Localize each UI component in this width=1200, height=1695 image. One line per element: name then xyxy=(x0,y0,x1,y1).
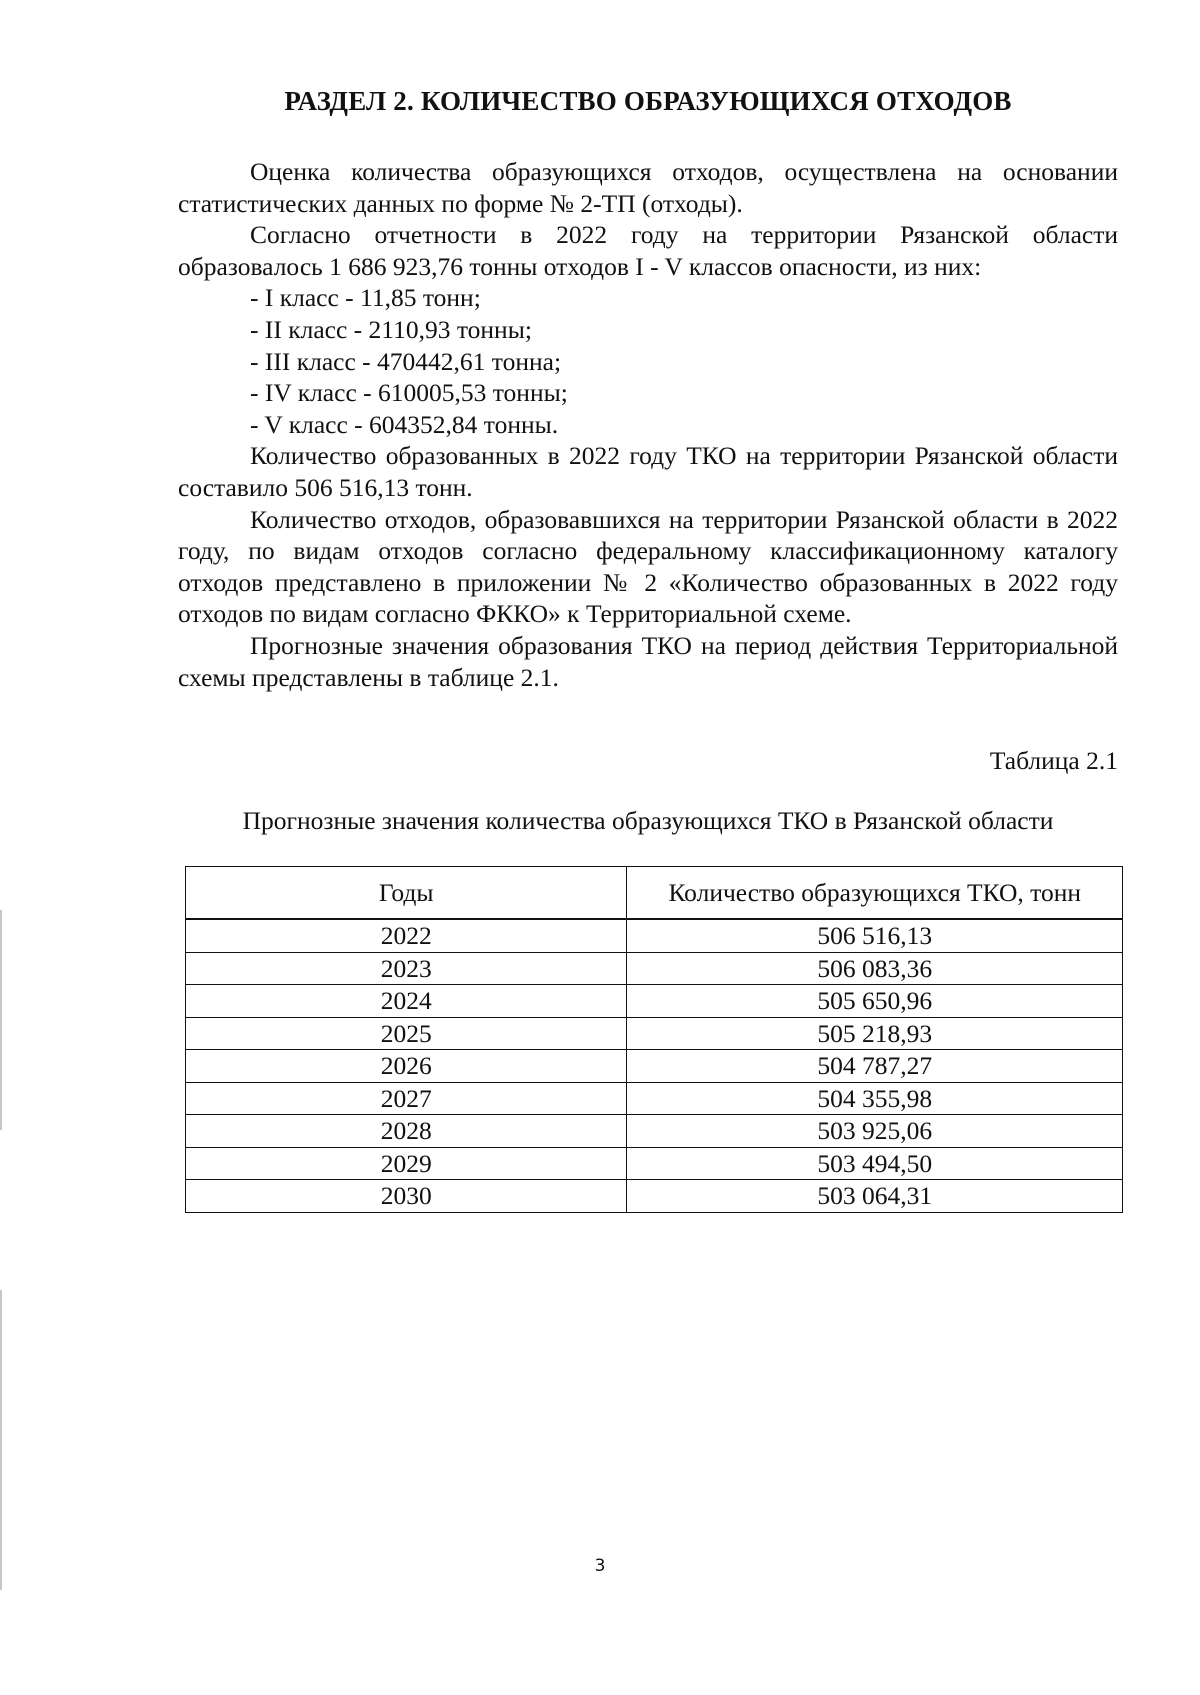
scan-margin-mark xyxy=(0,1290,2,1590)
table-row xyxy=(186,1050,1123,1083)
cell-year: 2023 xyxy=(186,952,627,985)
cell-quantity: 503 064,31 xyxy=(627,1180,1123,1213)
hazard-class-item: - I класс - 11,85 тонн; xyxy=(250,283,481,313)
page-number: 3 xyxy=(594,1556,606,1576)
table-label: Таблица 2.1 xyxy=(989,746,1118,775)
cell-quantity: 505 218,93 xyxy=(627,1017,1123,1050)
cell-quantity: 506 516,13 xyxy=(627,919,1123,952)
column-header-quantity: Количество образующихся ТКО, тонн xyxy=(627,867,1123,920)
cell-year: 2026 xyxy=(186,1050,627,1083)
table-row xyxy=(186,1180,1123,1213)
cell-year: 2028 xyxy=(186,1115,627,1148)
column-header-year: Годы xyxy=(186,867,627,920)
table-row xyxy=(186,1115,1123,1148)
table-header-row xyxy=(186,867,1123,920)
forecast-table xyxy=(185,866,1123,1213)
paragraph-fkko-appendix: Количество отходов, образовавшихся на территории Рязанской области в 2022 году, по видам отходов согласно федеральному классификационному каталогу отходов представлено в приложении № 2 «Количество образованных в 2022 году отходов по видам согласно ФККО» к Территориальной схеме. xyxy=(178,504,1118,629)
body-text xyxy=(178,156,1118,693)
cell-year: 2030 xyxy=(186,1180,627,1213)
paragraph-reporting: Согласно отчетности в 2022 году на территории Рязанской области образовалось 1 686 923,76 тонны отходов I - V классов опасности, из них: xyxy=(178,220,1118,281)
table-row xyxy=(186,1017,1123,1050)
table-caption: Прогнозные значения количества образующихся ТКО в Рязанской области xyxy=(242,806,1054,835)
cell-year: 2024 xyxy=(186,985,627,1018)
cell-quantity: 506 083,36 xyxy=(627,952,1123,985)
cell-year: 2025 xyxy=(186,1017,627,1050)
table-row xyxy=(186,952,1123,985)
table-row xyxy=(186,919,1123,952)
hazard-class-item: - III класс - 470442,61 тонна; xyxy=(250,346,562,376)
table-row xyxy=(186,985,1123,1018)
cell-quantity: 504 355,98 xyxy=(627,1082,1123,1115)
cell-quantity: 503 494,50 xyxy=(627,1147,1123,1180)
section-heading: РАЗДЕЛ 2. КОЛИЧЕСТВО ОБРАЗУЮЩИХСЯ ОТХОДОВ xyxy=(284,86,1012,116)
table-row xyxy=(186,1147,1123,1180)
cell-quantity: 503 925,06 xyxy=(627,1115,1123,1148)
hazard-class-item: - II класс - 2110,93 тонны; xyxy=(250,314,532,344)
hazard-class-item: - IV класс - 610005,53 тонны; xyxy=(250,378,568,408)
scan-margin-mark xyxy=(0,910,2,1130)
hazard-class-item: - V класс - 604352,84 тонны. xyxy=(250,409,559,439)
paragraph-assessment: Оценка количества образующихся отходов, осуществлена на основании статистических данных по форме № 2-ТП (отходы). xyxy=(178,157,1118,218)
paragraph-forecast-intro: Прогнозные значения образования ТКО на период действия Территориальной схемы представлены в таблице 2.1. xyxy=(178,630,1118,692)
cell-year: 2022 xyxy=(186,919,627,952)
cell-quantity: 504 787,27 xyxy=(627,1050,1123,1083)
cell-year: 2027 xyxy=(186,1082,627,1115)
table-row xyxy=(186,1082,1123,1115)
cell-year: 2029 xyxy=(186,1147,627,1180)
cell-quantity: 505 650,96 xyxy=(627,985,1123,1018)
paragraph-tko-amount: Количество образованных в 2022 году ТКО на территории Рязанской области составило 506 516,13 тонн. xyxy=(178,441,1118,502)
